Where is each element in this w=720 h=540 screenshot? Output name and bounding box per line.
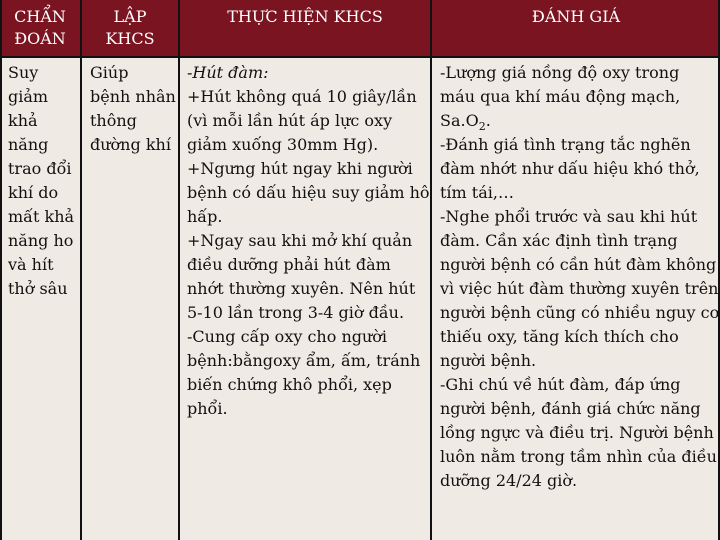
diagnosis-line: thở sâu (8, 279, 68, 298)
implementation-line: +Ngưng hút ngay khi người (187, 159, 413, 178)
evaluation-line: -Ghi chú về hút đàm, đáp ứng (440, 375, 681, 394)
plan-line: bệnh nhân (90, 87, 176, 106)
evaluation-line: -Đánh giá tình trạng tắc nghẽn (440, 135, 691, 154)
header-evaluation (432, 0, 720, 56)
header-diagnosis-line1: CHẨN (14, 7, 66, 26)
header-implementation-label: THỰC HIỆN KHCS (227, 7, 383, 26)
implementation-line: giảm xuống 30mm Hg). (187, 135, 379, 154)
diagnosis-cell (8, 61, 74, 301)
implementation-line: bệnh có dấu hiệu suy giảm hô (187, 183, 430, 202)
implementation-line: biến chứng khô phổi, xẹp (187, 375, 392, 394)
header-evaluation-label: ĐÁNH GIÁ (531, 7, 621, 26)
diagnosis-line: Suy (8, 63, 39, 82)
implementation-line: +Ngay sau khi mở khí quản (187, 231, 413, 250)
evaluation-line: -Nghe phổi trước và sau khi hút (440, 207, 698, 226)
implementation-line: bệnh:bằngoxy ẩm, ấm, tránh (187, 351, 421, 370)
diagnosis-line: và hít (8, 255, 54, 274)
plan-line: thông (90, 111, 137, 130)
border-left (0, 0, 2, 540)
header-diagnosis-line2: ĐOÁN (14, 29, 66, 48)
header-divider (0, 56, 720, 58)
implementation-line: +Hút không quá 10 giây/lần (187, 87, 417, 106)
evaluation-line: máu qua khí máu động mạch, (440, 87, 681, 106)
evaluation-line: đàm nhớt như dấu hiệu khó thở, (440, 159, 700, 178)
header-plan-line2: KHCS (105, 29, 155, 48)
implementation-line: phổi. (187, 399, 228, 418)
plan-cell (90, 61, 176, 157)
diagnosis-line: giảm (8, 87, 49, 106)
implementation-line: nhớt thường xuyên. Nên hút (187, 279, 416, 298)
evaluation-line: lồng ngực và điều trị. Người bệnh (440, 423, 714, 442)
implementation-line: 5-10 lần trong 3-4 giờ đầu. (187, 303, 405, 322)
implementation-line: -Hút đàm: (187, 63, 269, 82)
header-diagnosis (0, 0, 80, 56)
sao2-period: . (485, 111, 491, 130)
column-divider-3 (430, 0, 432, 540)
evaluation-line: tím tái,… (440, 183, 514, 202)
implementation-line: (vì mỗi lần hút áp lực oxy (187, 111, 393, 130)
implementation-line: -Cung cấp oxy cho người (187, 327, 388, 346)
diagnosis-line: năng (8, 135, 49, 154)
evaluation-line: -Lượng giá nồng độ oxy trong (440, 63, 680, 82)
header-implementation (180, 0, 430, 56)
diagnosis-line: mất khả (8, 207, 75, 226)
implementation-line: điều dưỡng phải hút đàm (187, 255, 391, 274)
evaluation-line: người bệnh, đánh giá chức năng (440, 399, 701, 418)
evaluation-cell (440, 61, 719, 493)
evaluation-line: người bệnh cũng có nhiều nguy cơ (440, 303, 720, 322)
header-plan (82, 0, 178, 56)
evaluation-line: người bệnh. (440, 351, 537, 370)
plan-line: Giúp (90, 63, 129, 82)
diagnosis-line: năng ho (8, 231, 74, 250)
evaluation-line (440, 109, 719, 133)
evaluation-line: đàm. Cần xác định tình trạng (440, 231, 678, 250)
implementation-cell (187, 61, 430, 421)
column-divider-1 (80, 0, 82, 540)
evaluation-line: vì việc hút đàm thường xuyên trên (440, 279, 719, 298)
evaluation-line: dưỡng 24/24 giờ. (440, 471, 578, 490)
sao2-subscript: 2 (478, 120, 486, 134)
implementation-line: hấp. (187, 207, 223, 226)
diagnosis-line: khả (8, 111, 38, 130)
evaluation-line: thiếu oxy, tăng kích thích cho (440, 327, 679, 346)
evaluation-line: người bệnh có cần hút đàm không (440, 255, 717, 274)
diagnosis-line: trao đổi (8, 159, 72, 178)
column-divider-2 (178, 0, 180, 540)
sao2-text: Sa.O (440, 111, 479, 130)
plan-line: đường khí (90, 135, 171, 154)
evaluation-line: luôn nằm trong tầm nhìn của điều (440, 447, 717, 466)
diagnosis-line: khí do (8, 183, 59, 202)
header-plan-line1: LẬP (113, 7, 147, 26)
